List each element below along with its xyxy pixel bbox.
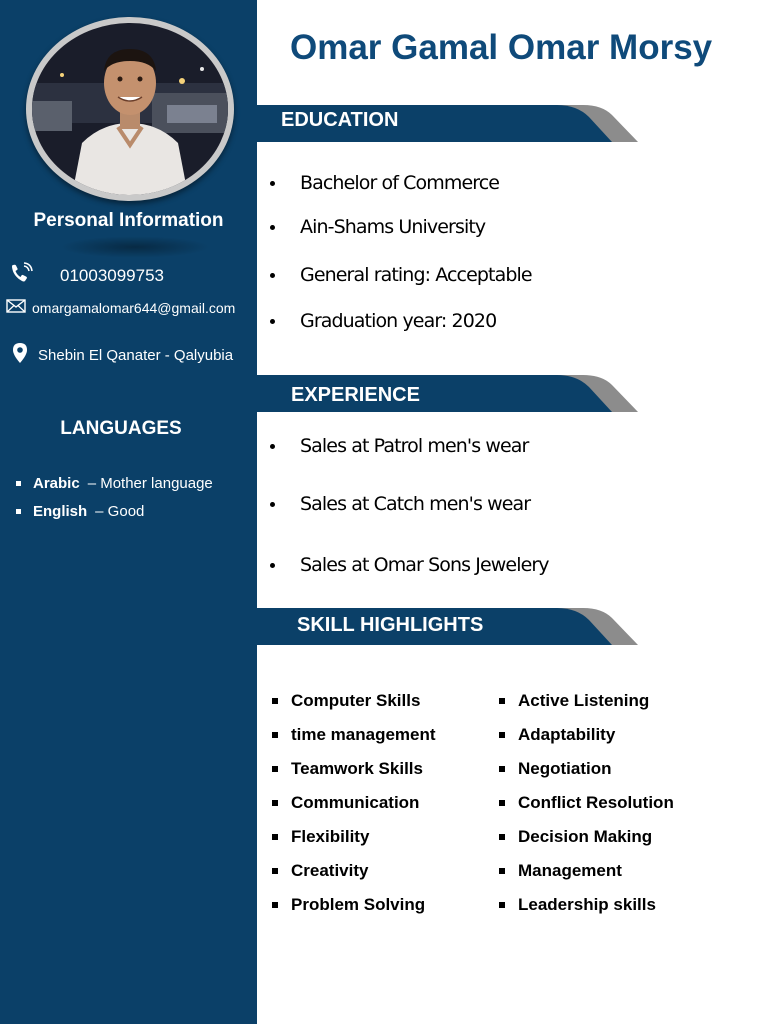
bullet-dot-icon [270, 225, 275, 230]
skill-text: Creativity [291, 861, 369, 880]
bullet-square-icon [272, 800, 278, 806]
skill-text: Leadership skills [518, 895, 656, 914]
bullet-square-icon [16, 481, 21, 486]
education-item-text: Bachelor of Commerce [300, 172, 500, 194]
skill-text: Teamwork Skills [291, 759, 423, 778]
language-item [16, 469, 213, 497]
education-item [270, 310, 496, 332]
language-name: Arabic [33, 474, 80, 492]
skill-item [499, 752, 674, 786]
experience-item [270, 554, 549, 576]
skill-text: Problem Solving [291, 895, 426, 914]
experience-banner [257, 371, 647, 413]
profile-photo [32, 23, 228, 195]
skills-list-right [499, 684, 674, 922]
experience-heading: EXPERIENCE [291, 384, 420, 406]
skill-text: Negotiation [518, 759, 612, 778]
bullet-square-icon [499, 800, 505, 806]
skill-item [499, 786, 674, 820]
bullet-dot-icon [270, 181, 275, 186]
contact-phone [10, 262, 164, 289]
bullet-square-icon [272, 766, 278, 772]
bullet-square-icon [272, 732, 278, 738]
bullet-square-icon [499, 698, 505, 704]
skill-item [499, 854, 674, 888]
skill-text: time management [291, 725, 436, 744]
languages-heading: LANGUAGES [60, 418, 182, 439]
education-item-text: General rating: Acceptable [300, 264, 532, 286]
skill-item [499, 888, 674, 922]
phone-number: 01003099753 [60, 265, 165, 285]
bullet-square-icon [16, 509, 21, 514]
education-item [270, 172, 499, 194]
language-level: – Good [95, 502, 145, 520]
language-item [16, 497, 213, 525]
bullet-square-icon [499, 766, 505, 772]
envelope-icon [6, 298, 26, 317]
sidebar [0, 0, 257, 1024]
education-item [270, 264, 532, 286]
bullet-dot-icon [270, 273, 275, 278]
education-heading: EDUCATION [281, 109, 399, 131]
skill-text: Management [518, 861, 622, 880]
education-item-text: Graduation year: 2020 [300, 310, 497, 332]
heading-shadow [60, 236, 210, 258]
education-item [270, 216, 485, 238]
skill-item [499, 718, 674, 752]
bullet-square-icon [272, 834, 278, 840]
skill-item [272, 786, 436, 820]
bullet-square-icon [499, 902, 505, 908]
bullet-dot-icon [270, 319, 275, 324]
bullet-square-icon [272, 902, 278, 908]
contact-email [6, 298, 235, 317]
skill-item [272, 820, 436, 854]
bullet-square-icon [272, 868, 278, 874]
skills-banner [257, 604, 647, 646]
skill-text: Active Listening [518, 691, 650, 710]
bullet-square-icon [499, 834, 505, 840]
bullet-square-icon [499, 868, 505, 874]
skill-text: Conflict Resolution [518, 793, 674, 812]
skills-heading: SKILL HIGHLIGHTS [297, 614, 484, 636]
education-banner [257, 101, 647, 143]
skill-text: Decision Making [518, 827, 653, 846]
phone-icon [10, 262, 34, 289]
skill-text: Communication [291, 793, 420, 812]
skill-text: Computer Skills [291, 691, 421, 710]
skill-item [499, 684, 674, 718]
skill-item [272, 854, 436, 888]
skill-item [272, 684, 436, 718]
personal-info-heading: Personal Information [33, 210, 224, 231]
bullet-dot-icon [270, 502, 275, 507]
education-item-text: Ain-Shams University [300, 216, 486, 238]
bullet-square-icon [272, 698, 278, 704]
location-text: Shebin El Qanater - Qalyubia [38, 346, 234, 364]
experience-item-text: Sales at Catch men's wear [300, 493, 531, 515]
experience-item-text: Sales at Omar Sons Jewelery [300, 554, 549, 576]
skill-text: Adaptability [518, 725, 616, 744]
experience-item [270, 435, 528, 457]
bullet-dot-icon [270, 444, 275, 449]
candidate-name: Omar Gamal Omar Morsy [290, 28, 713, 67]
language-level: – Mother language [87, 474, 213, 492]
contact-location [12, 342, 233, 368]
languages-list [16, 469, 213, 525]
skill-item [499, 820, 674, 854]
language-name: English [33, 502, 88, 520]
bullet-square-icon [499, 732, 505, 738]
skill-item [272, 718, 436, 752]
profile-photo-image [32, 23, 228, 195]
bullet-dot-icon [270, 563, 275, 568]
skill-item [272, 888, 436, 922]
profile-photo-frame [26, 17, 234, 201]
experience-item-text: Sales at Patrol men's wear [300, 435, 529, 457]
experience-item [270, 493, 530, 515]
skill-item [272, 752, 436, 786]
location-pin-icon [12, 342, 28, 368]
email-address: omargamalomar644@gmail.com [32, 299, 236, 316]
skills-list-left [272, 684, 436, 922]
skill-text: Flexibility [291, 827, 370, 846]
